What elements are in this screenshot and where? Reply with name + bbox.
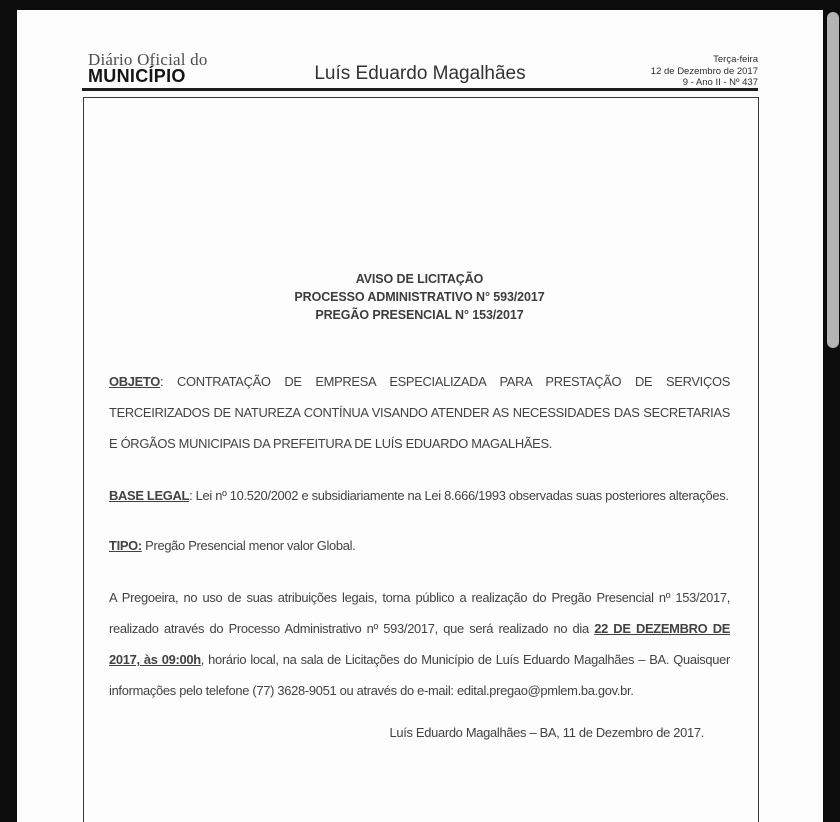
masthead-date: 12 de Dezembro de 2017 xyxy=(650,65,758,77)
objeto-text: : CONTRATAÇÃO DE EMPRESA ESPECIALIZADA PARA PRESTAÇÃO DE SERVIÇOS TERCEIRIZADOS DE NATUREZA CONTÍNUA VISANDO ATENDER AS NECESSIDADES DAS SECRETARIAS E ÓRGÃOS MUNICIPAIS DA PREFEITURA DE LUÍS EDUARDO MAGALHÃES. xyxy=(109,374,730,451)
body-paragraph xyxy=(109,582,730,706)
masthead-city-title: Luís Eduardo Magalhães xyxy=(314,63,526,84)
masthead-divider-rule xyxy=(82,88,758,91)
vertical-scrollbar-thumb[interactable] xyxy=(827,12,839,348)
body-session-date: 22 DE DEZEMBRO DE 2017, às 09:00h xyxy=(109,621,730,667)
base-legal-text: : Lei nº 10.520/2002 e subsidiariamente na Lei 8.666/1993 observadas suas posteriores alterações. xyxy=(189,488,729,503)
masthead-weekday: Terça-feira xyxy=(713,54,758,65)
objeto-label: OBJETO xyxy=(109,374,160,389)
body-text-after-date: , horário local, na sala de Licitações do Município de Luís Eduardo Magalhães – BA. Quaisquer informações pelo telefone (77) 3628-9051 ou através do e-mail: edital.pregao@pmlem.ba.gov.br. xyxy=(109,652,730,698)
notice-title-line-2: PROCESSO ADMINISTRATIVO N° 593/2017 xyxy=(294,290,545,304)
notice-title-line-3: PREGÃO PRESENCIAL N° 153/2017 xyxy=(315,308,524,322)
masthead-date-block xyxy=(651,54,758,89)
tipo-text: Pregão Presencial menor valor Global. xyxy=(141,538,356,553)
notice-title-line-1: AVISO DE LICITAÇÃO xyxy=(355,272,484,286)
tipo-paragraph xyxy=(109,530,730,561)
signature-dateline: Luís Eduardo Magalhães – BA, 11 de Dezembro de 2017. xyxy=(389,725,704,740)
logo-text-bottom: MUNICÍPIO xyxy=(88,66,186,86)
notice-title-block xyxy=(109,270,730,324)
notice-box xyxy=(83,97,759,822)
base-legal-paragraph xyxy=(109,480,730,511)
base-legal-label: BASE LEGAL xyxy=(109,488,190,503)
tipo-label: TIPO: xyxy=(109,538,142,553)
body-text-before-date: A Pregoeira, no uso de suas atribuições legais, torna público a realização do Pregão Presencial nº 153/2017, realizado através do Processo Administrativo nº 593/2017, que será realizado no dia xyxy=(109,590,730,636)
masthead-edition: 9 - Ano II - Nº 437 xyxy=(682,77,758,88)
document-page xyxy=(17,10,823,822)
logo-text-top: Diário Oficial do xyxy=(88,50,208,69)
objeto-paragraph xyxy=(109,366,730,459)
